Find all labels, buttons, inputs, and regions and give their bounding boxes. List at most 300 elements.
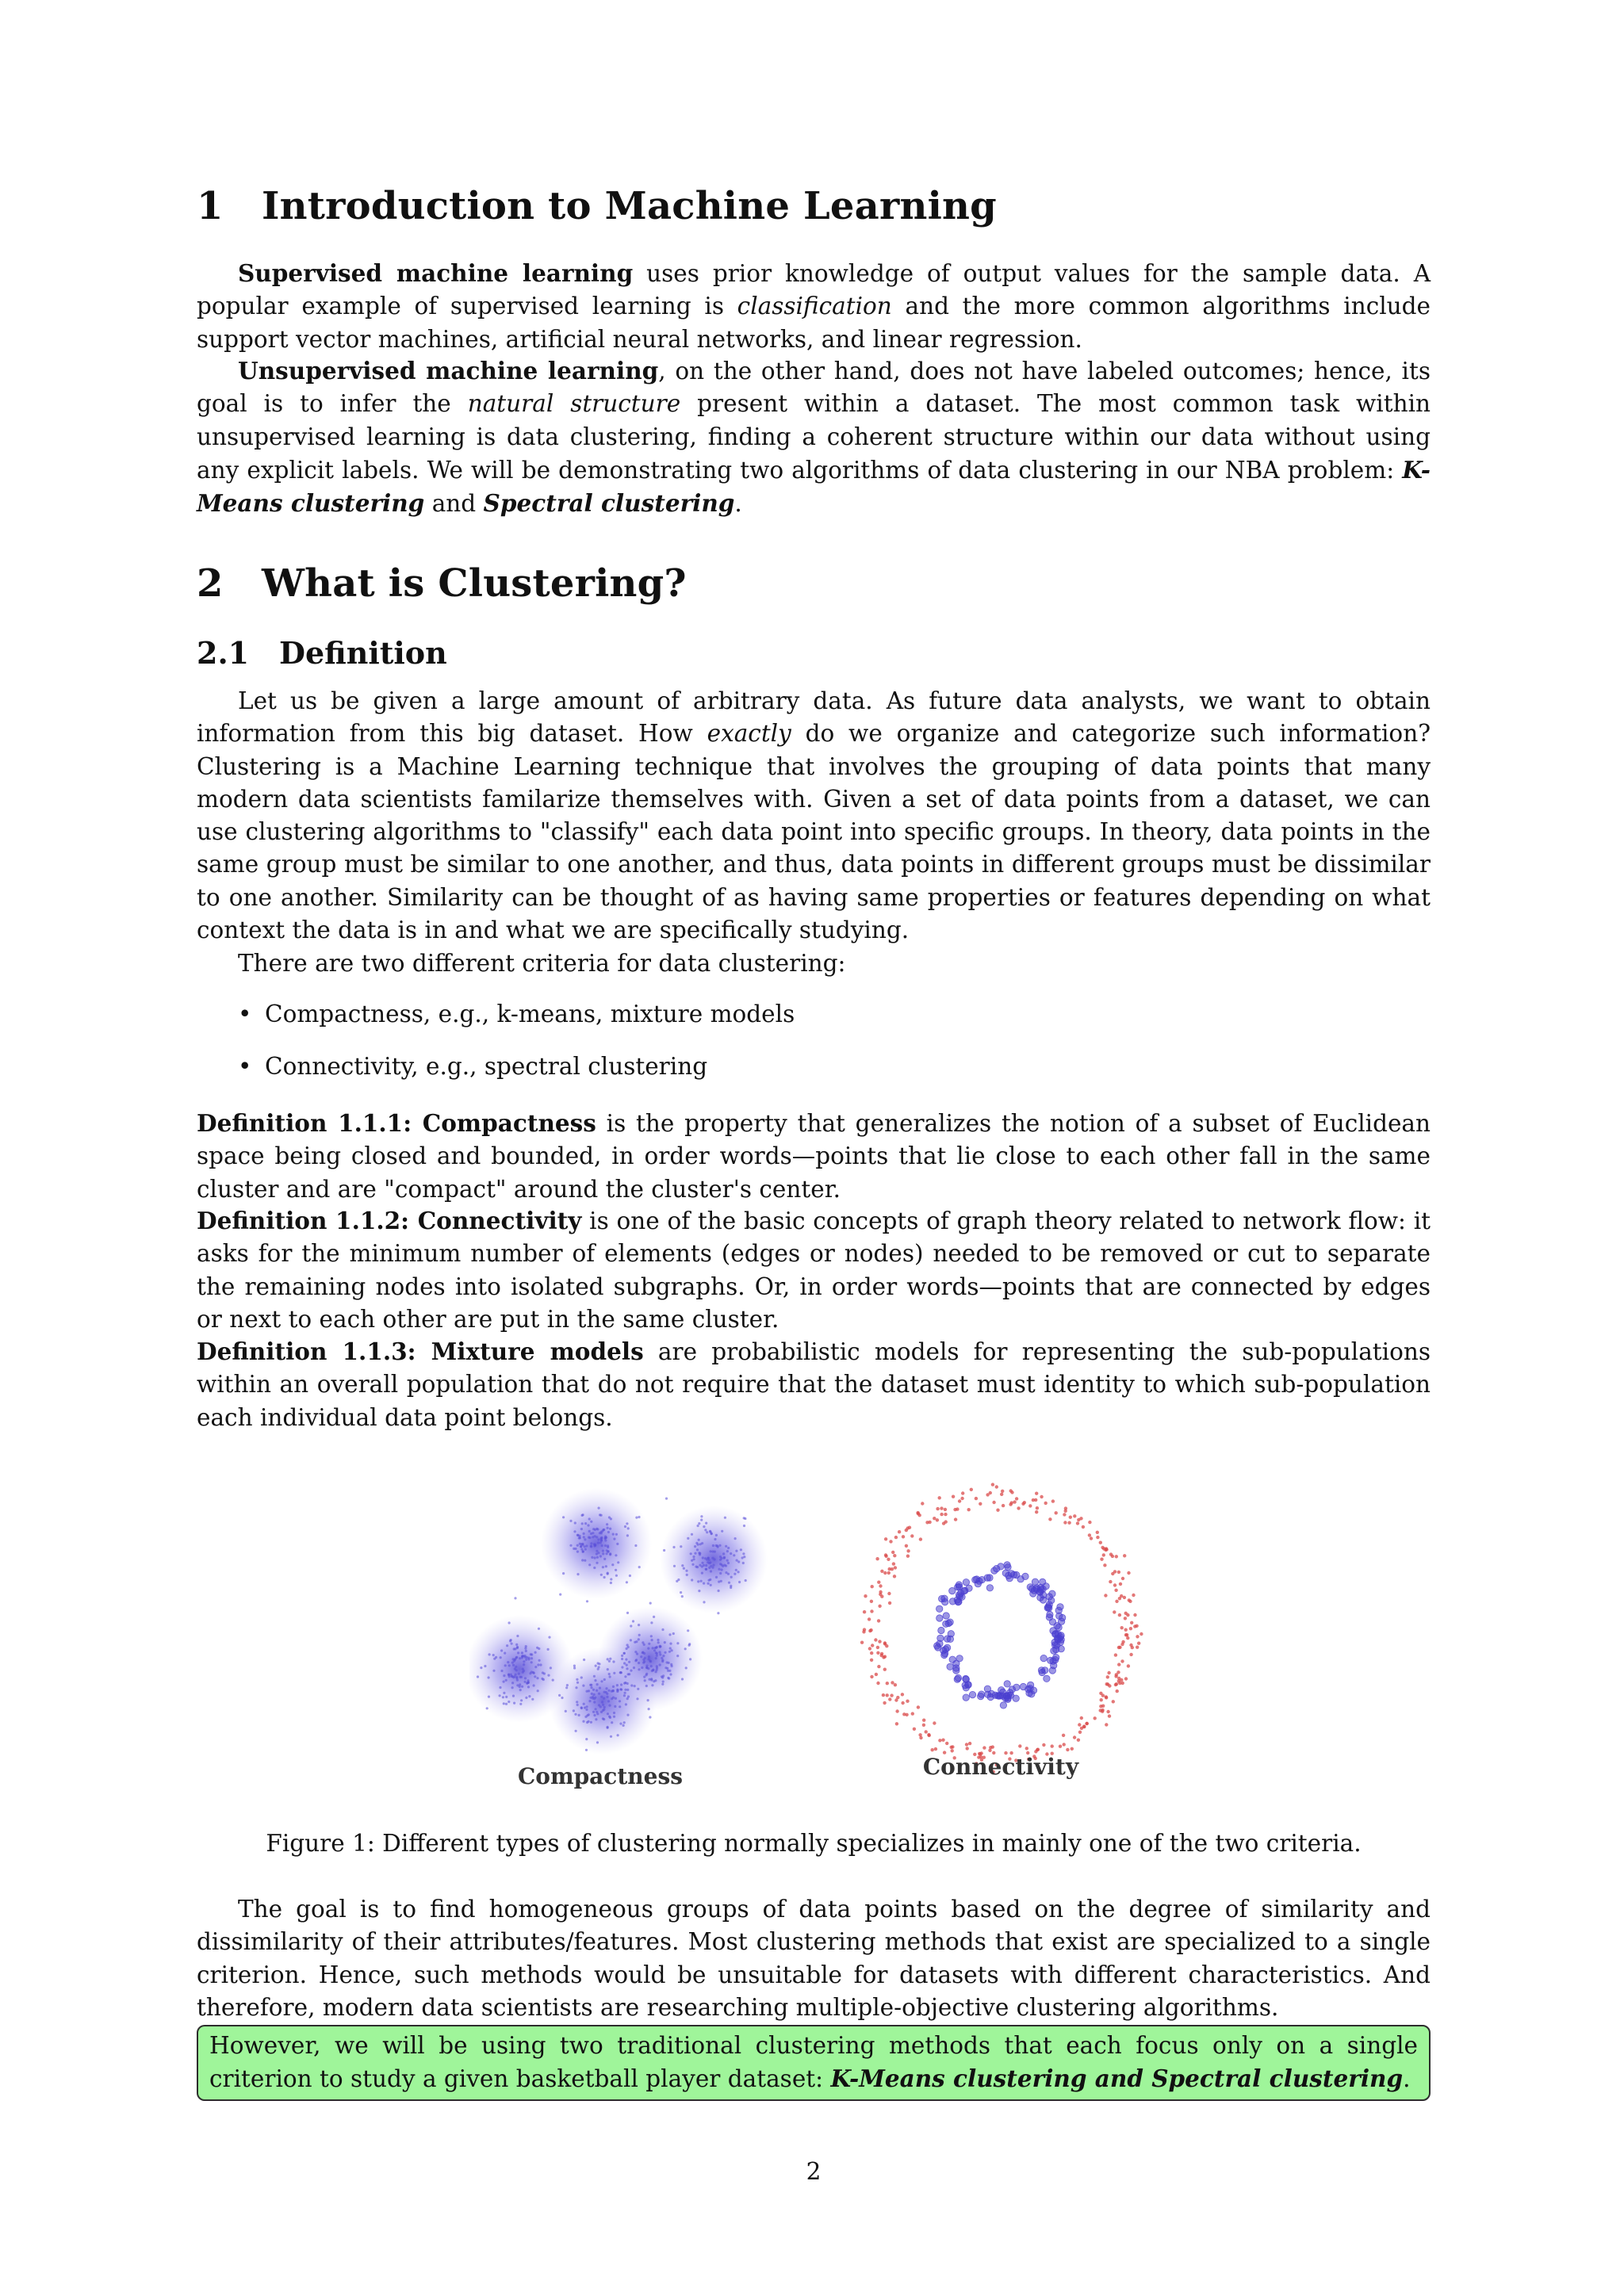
- cluster-point: [740, 1548, 742, 1551]
- cluster-point: [599, 1687, 601, 1689]
- cluster-point: [527, 1682, 529, 1684]
- outer-ring-point: [877, 1619, 880, 1622]
- outer-ring-point: [1025, 1747, 1028, 1750]
- outer-ring-point: [885, 1644, 888, 1647]
- cluster-point: [585, 1738, 588, 1740]
- inner-ring-point: [984, 1686, 990, 1692]
- cluster-point: [615, 1697, 617, 1700]
- outer-ring-point: [894, 1566, 897, 1569]
- outer-ring-point: [870, 1659, 873, 1662]
- cluster-point: [594, 1535, 596, 1537]
- cluster-point: [685, 1570, 688, 1572]
- cluster-point: [573, 1665, 576, 1667]
- cluster-point: [700, 1519, 703, 1521]
- cluster-point: [514, 1597, 516, 1599]
- cluster-point: [600, 1574, 603, 1576]
- outer-ring-point: [979, 1502, 982, 1506]
- outer-ring-point: [1107, 1671, 1110, 1674]
- outer-ring-point: [945, 1742, 948, 1745]
- cluster-point: [719, 1572, 722, 1575]
- outer-ring-point: [896, 1696, 899, 1699]
- cluster-point: [626, 1667, 628, 1670]
- cluster-point: [694, 1552, 696, 1555]
- outer-ring-point: [1117, 1663, 1120, 1666]
- cluster-point: [632, 1620, 634, 1622]
- cluster-point: [615, 1569, 617, 1571]
- cluster-point: [634, 1685, 636, 1687]
- outer-ring-point: [1115, 1600, 1118, 1603]
- cluster-point: [503, 1674, 505, 1677]
- cluster-point: [573, 1530, 576, 1533]
- cluster-point: [607, 1689, 610, 1692]
- outer-ring-point: [879, 1590, 882, 1594]
- outer-ring-point: [1121, 1577, 1124, 1580]
- cluster-point: [663, 1549, 665, 1552]
- cluster-point: [704, 1557, 707, 1559]
- cluster-point: [610, 1735, 612, 1738]
- cluster-point: [743, 1556, 745, 1558]
- cluster-point: [627, 1695, 630, 1697]
- cluster-point: [528, 1695, 530, 1697]
- cluster-point: [609, 1528, 611, 1530]
- cluster-point: [726, 1550, 729, 1552]
- outer-ring-point: [1124, 1612, 1128, 1615]
- cluster-point: [585, 1749, 588, 1751]
- cluster-point: [626, 1534, 629, 1536]
- outer-ring-point: [870, 1675, 873, 1678]
- cluster-point: [565, 1686, 568, 1689]
- cluster-point: [742, 1552, 745, 1555]
- cluster-point: [613, 1712, 615, 1714]
- outer-ring-point: [1105, 1723, 1108, 1726]
- cluster-point: [636, 1653, 638, 1655]
- cluster-point: [573, 1667, 576, 1669]
- cluster-point: [638, 1516, 640, 1518]
- cluster-point: [615, 1575, 618, 1577]
- outer-ring-point: [1115, 1555, 1118, 1558]
- outer-ring-point: [1048, 1517, 1051, 1521]
- cluster-point: [573, 1709, 575, 1712]
- outer-ring-point: [1101, 1705, 1105, 1708]
- outer-ring-point: [918, 1513, 921, 1517]
- cluster-point: [648, 1643, 650, 1645]
- cluster-point: [511, 1643, 513, 1645]
- outer-ring-point: [1051, 1499, 1055, 1502]
- outer-ring-point: [1109, 1552, 1113, 1556]
- cluster-point: [592, 1697, 594, 1700]
- cluster-point: [714, 1538, 716, 1540]
- cluster-point: [575, 1730, 577, 1732]
- outer-ring-point: [919, 1537, 922, 1540]
- outer-ring-point: [875, 1673, 878, 1676]
- outer-ring-point: [878, 1605, 881, 1608]
- cluster-point: [619, 1705, 621, 1708]
- outer-ring-point: [933, 1721, 936, 1724]
- cluster-point: [578, 1536, 580, 1539]
- cluster-point: [671, 1649, 673, 1651]
- cluster-point: [596, 1683, 599, 1686]
- cluster-point: [733, 1573, 736, 1575]
- cluster-point: [515, 1656, 518, 1659]
- inner-ring-point: [956, 1582, 962, 1588]
- outer-ring-point: [883, 1668, 887, 1671]
- cluster-point: [603, 1576, 606, 1578]
- cluster-point: [580, 1706, 583, 1709]
- outer-ring-point: [1021, 1502, 1025, 1506]
- cluster-point: [591, 1556, 593, 1559]
- outer-ring-point: [1063, 1743, 1066, 1746]
- cluster-point: [600, 1680, 603, 1682]
- cluster-point: [641, 1667, 643, 1669]
- cluster-point: [623, 1662, 626, 1664]
- cluster-point: [607, 1527, 609, 1529]
- cluster-point: [661, 1659, 664, 1661]
- inner-ring-point: [1038, 1667, 1044, 1674]
- inner-ring-point: [936, 1615, 943, 1621]
- cluster-point: [613, 1538, 615, 1540]
- cluster-point: [503, 1681, 505, 1683]
- cluster-point: [734, 1537, 737, 1540]
- cluster-point: [621, 1666, 623, 1668]
- cluster-point: [587, 1524, 589, 1526]
- section-2-heading: 2 What is Clustering?: [197, 561, 687, 606]
- cluster-point: [588, 1530, 591, 1533]
- cluster-point: [725, 1545, 727, 1548]
- cluster-point: [613, 1716, 615, 1718]
- outer-ring-point: [905, 1544, 908, 1548]
- cluster-point: [576, 1704, 579, 1706]
- outer-ring-point: [891, 1681, 894, 1684]
- cluster-point: [691, 1578, 693, 1581]
- outer-ring-point: [1099, 1692, 1102, 1695]
- cluster-point: [547, 1674, 550, 1677]
- inner-ring-point: [961, 1588, 967, 1594]
- clustering-figure: [469, 1468, 1167, 1801]
- cluster-point: [649, 1660, 652, 1663]
- cluster-point: [624, 1525, 626, 1528]
- cluster-point: [690, 1552, 692, 1555]
- definition-connectivity: Definition 1.1.2: Connectivity is one of the basic concepts of graph theory related to network flow: it asks for the minimum number of elements (edges or nodes) needed to be removed or cut to separate the remaining nodes into isolated subgraphs. Or, in order words—points that are connected by edges or next to each other are put in the same cluster.: [197, 1207, 1431, 1333]
- cluster-point: [594, 1544, 596, 1547]
- cluster-point: [500, 1670, 503, 1672]
- cluster-point: [626, 1581, 628, 1583]
- outer-ring-point: [870, 1609, 873, 1613]
- cluster-point: [600, 1538, 603, 1540]
- cluster-point: [576, 1551, 579, 1553]
- cluster-point: [624, 1675, 626, 1678]
- outer-ring-point: [1010, 1501, 1013, 1504]
- cluster-point: [586, 1705, 588, 1708]
- outer-ring-point: [961, 1491, 964, 1494]
- cluster-point: [612, 1660, 615, 1663]
- cluster-point: [550, 1667, 552, 1669]
- cluster-point: [603, 1558, 606, 1560]
- cluster-point: [700, 1515, 703, 1517]
- outer-ring-point: [1114, 1589, 1117, 1592]
- inner-ring-point: [1026, 1689, 1032, 1696]
- outer-ring-point: [1103, 1563, 1106, 1567]
- cluster-point: [499, 1694, 501, 1697]
- cluster-point: [613, 1672, 615, 1674]
- cluster-point: [558, 1694, 561, 1697]
- cluster-point: [574, 1713, 576, 1716]
- cluster-point: [610, 1578, 612, 1580]
- cluster-point: [477, 1675, 479, 1678]
- cluster-point: [710, 1550, 712, 1552]
- cluster-point: [656, 1665, 658, 1667]
- outer-ring-point: [986, 1493, 989, 1496]
- outer-ring-point: [876, 1682, 879, 1685]
- cluster-point: [593, 1701, 596, 1703]
- cluster-point: [519, 1676, 521, 1678]
- outer-ring-point: [874, 1638, 877, 1641]
- inner-ring-point: [1046, 1594, 1052, 1600]
- cluster-point: [630, 1684, 633, 1686]
- inner-ring-point: [1005, 1696, 1011, 1702]
- outer-ring-point: [1126, 1636, 1129, 1640]
- cluster-point: [715, 1576, 718, 1578]
- cluster-point: [533, 1672, 535, 1674]
- outer-ring-point: [1119, 1582, 1122, 1586]
- outer-ring-point: [1101, 1709, 1104, 1712]
- cluster-point: [704, 1529, 707, 1531]
- outer-ring-point: [883, 1571, 887, 1575]
- cluster-point: [596, 1712, 599, 1715]
- inner-ring-point: [1050, 1658, 1056, 1664]
- outer-ring-point: [1063, 1513, 1066, 1516]
- cluster-point: [650, 1621, 653, 1624]
- outer-ring-point: [1130, 1621, 1133, 1624]
- cluster-point: [562, 1516, 565, 1518]
- cluster-point: [610, 1517, 612, 1520]
- cluster-point: [635, 1517, 638, 1519]
- outer-ring-point: [1104, 1548, 1107, 1552]
- outer-ring-point: [1040, 1495, 1043, 1498]
- cluster-point: [543, 1672, 546, 1674]
- outer-ring-point: [1094, 1716, 1097, 1720]
- cluster-point: [698, 1590, 700, 1592]
- outer-ring-point: [919, 1736, 922, 1739]
- outer-ring-point: [1015, 1497, 1018, 1500]
- cluster-point: [716, 1544, 718, 1547]
- cluster-point: [616, 1684, 619, 1686]
- cluster-point: [652, 1669, 654, 1671]
- outer-ring-point: [887, 1571, 891, 1575]
- outer-ring-point: [888, 1697, 891, 1701]
- outer-ring-point: [888, 1601, 891, 1605]
- cluster-point: [671, 1665, 673, 1667]
- cluster-point: [647, 1667, 649, 1670]
- outer-ring-point: [1109, 1580, 1112, 1583]
- inner-ring-point: [963, 1579, 969, 1586]
- inner-ring-point: [1051, 1647, 1057, 1654]
- outer-ring-point: [1082, 1725, 1086, 1728]
- outer-ring-point: [882, 1693, 885, 1697]
- inner-ring-point: [1005, 1564, 1011, 1571]
- outer-ring-point: [952, 1495, 955, 1498]
- cluster-point: [541, 1678, 543, 1680]
- outer-ring-point: [878, 1640, 881, 1643]
- outer-ring-point: [1117, 1571, 1120, 1574]
- cluster-point: [642, 1641, 644, 1644]
- outer-ring-point: [1113, 1583, 1116, 1586]
- cluster-point: [586, 1690, 588, 1693]
- outer-ring-point: [965, 1743, 968, 1746]
- cluster-point: [607, 1531, 610, 1533]
- cluster-point: [582, 1550, 584, 1552]
- cluster-point: [656, 1669, 658, 1671]
- outer-ring-point: [886, 1682, 889, 1685]
- cluster-point: [626, 1612, 629, 1614]
- cluster-point: [500, 1649, 503, 1651]
- cluster-point: [694, 1545, 696, 1548]
- outer-ring-point: [970, 1488, 973, 1491]
- outer-ring-point: [1127, 1664, 1130, 1667]
- cluster-point: [636, 1697, 638, 1700]
- cluster-point: [525, 1659, 527, 1661]
- cluster-point: [735, 1550, 737, 1552]
- cluster-point: [610, 1582, 612, 1584]
- outer-ring-point: [876, 1651, 879, 1655]
- cluster-point: [590, 1721, 592, 1724]
- outer-ring-point: [1120, 1659, 1124, 1663]
- outer-ring-point: [906, 1700, 909, 1703]
- inner-ring-point: [969, 1691, 975, 1697]
- outer-ring-point: [927, 1733, 930, 1736]
- outer-ring-point: [906, 1549, 910, 1552]
- cluster-point: [705, 1564, 707, 1567]
- cluster-point: [536, 1647, 538, 1649]
- cluster-point: [638, 1566, 641, 1568]
- cluster-point: [601, 1544, 603, 1547]
- cluster-point: [580, 1548, 583, 1551]
- outer-ring-point: [1096, 1531, 1099, 1534]
- cluster-point: [580, 1545, 582, 1548]
- cluster-point: [726, 1559, 729, 1562]
- cluster-point: [638, 1638, 640, 1640]
- cluster-point: [609, 1658, 611, 1660]
- cluster-point: [725, 1571, 727, 1574]
- cluster-point: [615, 1533, 618, 1536]
- cluster-point: [668, 1651, 671, 1653]
- cluster-point: [524, 1681, 527, 1683]
- inner-ring-point: [943, 1621, 949, 1627]
- cluster-point: [626, 1682, 629, 1685]
- outer-ring-point: [1136, 1646, 1139, 1649]
- cluster-point: [578, 1714, 580, 1716]
- outer-ring-point: [877, 1665, 880, 1668]
- cluster-point: [672, 1632, 675, 1635]
- cluster-point: [608, 1705, 611, 1707]
- inner-ring-point: [956, 1594, 963, 1600]
- cluster-point: [588, 1700, 591, 1702]
- cluster-point: [492, 1654, 495, 1656]
- cluster-point: [623, 1721, 626, 1724]
- inner-ring-point: [949, 1656, 956, 1663]
- cluster-point: [681, 1595, 684, 1598]
- cluster-point: [537, 1663, 539, 1666]
- cluster-point: [649, 1678, 651, 1681]
- outer-ring-point: [868, 1617, 871, 1621]
- outer-ring-point: [1120, 1626, 1124, 1629]
- cluster-point: [691, 1559, 693, 1562]
- cluster-point: [698, 1522, 700, 1525]
- cluster-point: [521, 1686, 523, 1688]
- cluster-point: [703, 1601, 705, 1603]
- cluster-point: [602, 1550, 604, 1552]
- cluster-point: [527, 1658, 530, 1660]
- cluster-point: [536, 1677, 538, 1679]
- cluster-point: [607, 1573, 609, 1575]
- cluster-point: [608, 1660, 611, 1663]
- inner-ring-point: [1056, 1635, 1063, 1641]
- cluster-point: [520, 1699, 523, 1701]
- cluster-point: [635, 1640, 638, 1643]
- cluster-point: [612, 1686, 615, 1688]
- cluster-point: [603, 1706, 606, 1709]
- cluster-point: [547, 1648, 550, 1651]
- cluster-point: [593, 1714, 596, 1716]
- inner-ring-point: [1000, 1702, 1006, 1709]
- cluster-point: [619, 1723, 622, 1725]
- cluster-point: [737, 1571, 740, 1573]
- outer-ring-point: [956, 1507, 959, 1510]
- cluster-point: [724, 1517, 726, 1519]
- outer-ring-point: [991, 1745, 994, 1748]
- cluster-point: [518, 1673, 520, 1675]
- cluster-point: [586, 1600, 588, 1602]
- cluster-point: [711, 1550, 714, 1552]
- outer-ring-point: [1105, 1695, 1108, 1698]
- cluster-point: [511, 1682, 514, 1684]
- cluster-point: [742, 1562, 745, 1564]
- cluster-point: [667, 1670, 669, 1672]
- cluster-point: [526, 1656, 528, 1659]
- inner-ring-point: [1044, 1675, 1050, 1682]
- outer-ring-point: [958, 1499, 961, 1502]
- cluster-point: [503, 1692, 505, 1694]
- cluster-point: [619, 1688, 622, 1690]
- outer-ring-point: [1113, 1610, 1116, 1613]
- cluster-point: [515, 1666, 517, 1668]
- inner-ring-point: [1032, 1578, 1038, 1585]
- cluster-point: [625, 1703, 627, 1705]
- cluster-point: [515, 1676, 518, 1678]
- outer-ring-point: [1073, 1735, 1076, 1739]
- cluster-point: [651, 1684, 653, 1686]
- cluster-point: [723, 1564, 726, 1567]
- cluster-point: [727, 1547, 730, 1549]
- outer-ring-point: [938, 1739, 941, 1742]
- outer-ring-point: [883, 1701, 886, 1705]
- cluster-point: [711, 1557, 714, 1559]
- cluster-point: [721, 1568, 723, 1571]
- outer-ring-point: [887, 1558, 890, 1561]
- outer-ring-point: [905, 1529, 908, 1532]
- cluster-point: [606, 1696, 608, 1698]
- outer-ring-point: [1102, 1553, 1105, 1556]
- cluster-point: [697, 1525, 699, 1527]
- cluster-point: [484, 1665, 486, 1667]
- outer-ring-point: [876, 1646, 879, 1649]
- cluster-blob: [549, 1647, 657, 1755]
- cluster-point: [630, 1670, 632, 1672]
- outer-ring-point: [911, 1712, 914, 1715]
- cluster-point: [662, 1674, 665, 1677]
- cluster-point: [511, 1675, 513, 1678]
- cluster-point: [659, 1653, 661, 1655]
- cluster-point: [705, 1522, 707, 1525]
